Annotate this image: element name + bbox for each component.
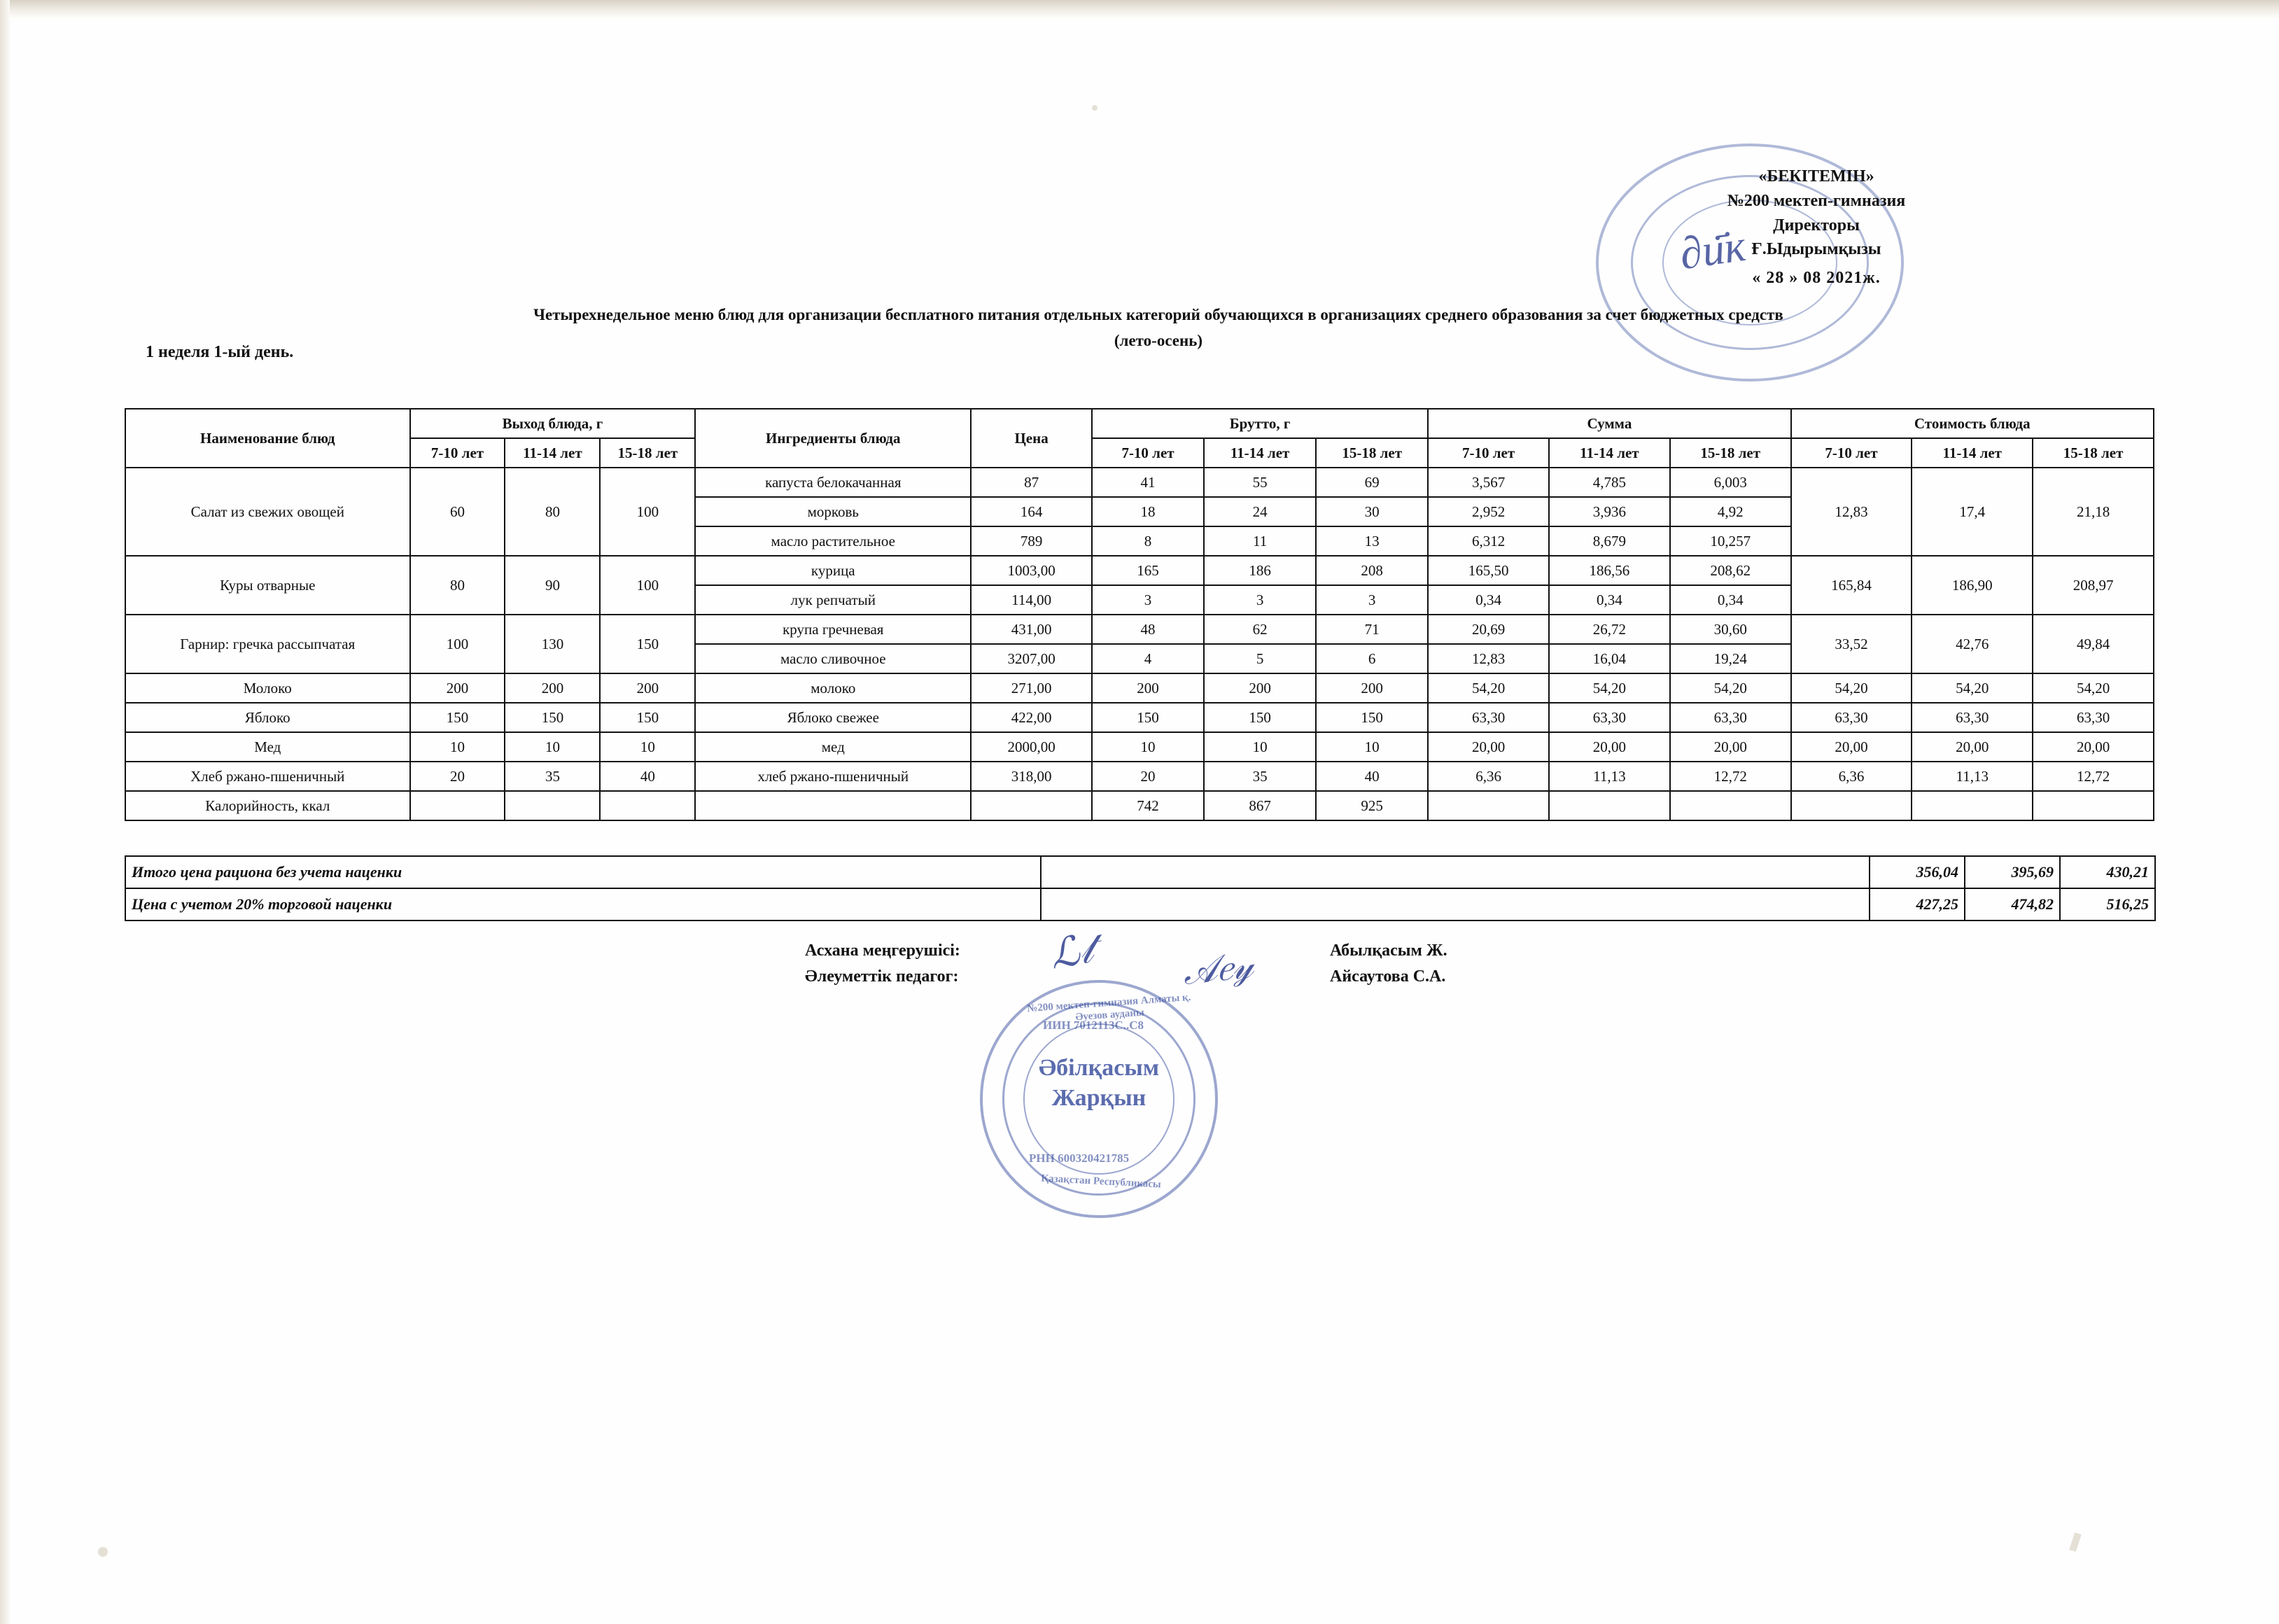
brutto-2: 186 <box>1204 556 1316 585</box>
signature-block <box>805 938 1447 990</box>
dish-yield-3: 150 <box>600 615 695 673</box>
dish-yield-2: 80 <box>505 468 600 556</box>
dish-name: Салат из свежих овощей <box>125 468 410 556</box>
scan-blot <box>1092 105 1098 111</box>
signature-role-pedagogue: Әлеуметтік педагог: <box>805 967 959 986</box>
dish-name: Куры отварные <box>125 556 410 615</box>
sum-2: 16,04 <box>1549 644 1670 673</box>
sum-2: 3,936 <box>1549 497 1670 526</box>
dish-yield-3: 150 <box>600 703 695 732</box>
col-header-ingredients: Ингредиенты блюда <box>695 409 971 468</box>
brutto-2: 5 <box>1204 644 1316 673</box>
sum-3: 10,257 <box>1670 526 1791 556</box>
age-header-yield-1: 7-10 лет <box>410 438 505 468</box>
sum-3: 20,00 <box>1670 732 1791 762</box>
brutto-1: 150 <box>1092 703 1204 732</box>
cost-2: 20,00 <box>1912 732 2033 762</box>
cost-1: 165,84 <box>1791 556 1912 615</box>
cost-1: 33,52 <box>1791 615 1912 673</box>
table-header-row-1 <box>125 409 2154 438</box>
dish-yield-2: 130 <box>505 615 600 673</box>
dish-yield-3: 100 <box>600 468 695 556</box>
sum-2: 54,20 <box>1549 673 1670 703</box>
dish-yield-1: 80 <box>410 556 505 615</box>
ingredient-price: 789 <box>971 526 1092 556</box>
sum-2: 4,785 <box>1549 468 1670 497</box>
ingredient-price: 87 <box>971 468 1092 497</box>
table-row <box>125 615 2154 644</box>
calories-empty-ing <box>695 791 971 820</box>
totals-table-body <box>125 856 2155 920</box>
stamp-iin-text: ИИН 7012113С..С8 <box>1043 1018 1144 1032</box>
dish-yield-3: 40 <box>600 762 695 791</box>
cost-3: 12,72 <box>2033 762 2154 791</box>
col-header-brutto: Брутто, г <box>1092 409 1428 438</box>
sum-3: 208,62 <box>1670 556 1791 585</box>
menu-table-head <box>125 409 2154 468</box>
scan-edge-top <box>0 0 2279 18</box>
brutto-3: 13 <box>1316 526 1428 556</box>
signature-name-pedagogue: Айсаутова С.А. <box>1330 967 1446 986</box>
brutto-1: 41 <box>1092 468 1204 497</box>
calories-empty-tail-2 <box>1549 791 1670 820</box>
dish-yield-1: 20 <box>410 762 505 791</box>
brutto-3: 150 <box>1316 703 1428 732</box>
brutto-2: 10 <box>1204 732 1316 762</box>
age-header-brutto-3: 15-18 лет <box>1316 438 1428 468</box>
ingredient-price: 271,00 <box>971 673 1092 703</box>
brutto-2: 200 <box>1204 673 1316 703</box>
calories-empty-tail-4 <box>1791 791 1912 820</box>
ingredient-price: 318,00 <box>971 762 1092 791</box>
totals-spacer-1 <box>1041 856 1870 888</box>
scan-blot <box>2069 1532 2082 1552</box>
totals-value-2-3: 516,25 <box>2060 888 2155 920</box>
cost-3: 54,20 <box>2033 673 2154 703</box>
brutto-2: 11 <box>1204 526 1316 556</box>
brutto-1: 3 <box>1092 585 1204 615</box>
dish-yield-2: 90 <box>505 556 600 615</box>
age-header-brutto-1: 7-10 лет <box>1092 438 1204 468</box>
sum-2: 8,679 <box>1549 526 1670 556</box>
calories-empty-y3 <box>600 791 695 820</box>
calories-value-1: 742 <box>1092 791 1204 820</box>
table-row <box>125 468 2154 497</box>
stamp-name-line-2: Жарқын <box>1051 1084 1146 1111</box>
cost-2: 17,4 <box>1912 468 2033 556</box>
cook-signature: ℒ𝓉 <box>1046 925 1097 978</box>
sum-3: 63,30 <box>1670 703 1791 732</box>
dish-name: Хлеб ржано-пшеничный <box>125 762 410 791</box>
sum-1: 63,30 <box>1428 703 1549 732</box>
age-header-cost-1: 7-10 лет <box>1791 438 1912 468</box>
totals-spacer-2 <box>1041 888 1870 920</box>
sum-3: 54,20 <box>1670 673 1791 703</box>
dish-name: Яблоко <box>125 703 410 732</box>
ingredient-name: крупа гречневая <box>695 615 971 644</box>
ingredient-name: лук репчатый <box>695 585 971 615</box>
age-header-cost-3: 15-18 лет <box>2033 438 2154 468</box>
approval-line-3: Директоры <box>1773 216 1860 234</box>
ingredient-name: мед <box>695 732 971 762</box>
cost-3: 208,97 <box>2033 556 2154 615</box>
menu-table <box>125 408 2154 821</box>
brutto-1: 48 <box>1092 615 1204 644</box>
sum-1: 12,83 <box>1428 644 1549 673</box>
calories-empty-tail-6 <box>2033 791 2154 820</box>
totals-row <box>125 888 2155 920</box>
calories-empty-tail-3 <box>1670 791 1791 820</box>
brutto-3: 6 <box>1316 644 1428 673</box>
table-row <box>125 762 2154 791</box>
stamp-arc-bottom-text: Қазақстан Республикасы <box>1040 1172 1162 1191</box>
calories-empty-y2 <box>505 791 600 820</box>
cost-3: 21,18 <box>2033 468 2154 556</box>
sum-2: 20,00 <box>1549 732 1670 762</box>
document-title-line-2: (лето-осень) <box>1114 331 1203 349</box>
totals-row <box>125 856 2155 888</box>
brutto-1: 8 <box>1092 526 1204 556</box>
totals-value-1-1: 356,04 <box>1870 856 1965 888</box>
cost-1: 6,36 <box>1791 762 1912 791</box>
document-title <box>350 302 1967 354</box>
brutto-3: 30 <box>1316 497 1428 526</box>
brutto-3: 10 <box>1316 732 1428 762</box>
director-signature: ∂и҃к <box>1676 220 1748 279</box>
approval-line-1: «БЕКІТЕМІН» <box>1758 167 1874 186</box>
brutto-1: 4 <box>1092 644 1204 673</box>
table-row <box>125 556 2154 585</box>
signature-role-cook: Асхана меңгерушісі: <box>805 941 960 960</box>
sum-1: 54,20 <box>1428 673 1549 703</box>
ingredient-price: 114,00 <box>971 585 1092 615</box>
brutto-2: 150 <box>1204 703 1316 732</box>
dish-yield-2: 150 <box>505 703 600 732</box>
cost-3: 49,84 <box>2033 615 2154 673</box>
menu-table-body <box>125 468 2154 820</box>
cost-3: 20,00 <box>2033 732 2154 762</box>
sum-3: 6,003 <box>1670 468 1791 497</box>
dish-name: Молоко <box>125 673 410 703</box>
table-row <box>125 673 2154 703</box>
cost-1: 63,30 <box>1791 703 1912 732</box>
dish-name: Мед <box>125 732 410 762</box>
dish-name: Гарнир: гречка рассыпчатая <box>125 615 410 673</box>
dish-yield-3: 10 <box>600 732 695 762</box>
age-header-brutto-2: 11-14 лет <box>1204 438 1316 468</box>
totals-value-1-3: 430,21 <box>2060 856 2155 888</box>
calories-empty-y1 <box>410 791 505 820</box>
age-header-sum-1: 7-10 лет <box>1428 438 1549 468</box>
dish-yield-2: 200 <box>505 673 600 703</box>
week-day-label: 1 неделя 1-ый день. <box>146 343 294 361</box>
brutto-2: 24 <box>1204 497 1316 526</box>
sum-1: 6,312 <box>1428 526 1549 556</box>
approval-date: « 28 » 08 2021ж. <box>1752 269 1881 288</box>
scan-edge-left <box>0 0 10 1624</box>
sum-3: 19,24 <box>1670 644 1791 673</box>
sum-2: 0,34 <box>1549 585 1670 615</box>
stamp-arc-top-text: №200 мектеп-гимназия Алматы қ. Әуезов ауданы <box>1026 991 1191 1023</box>
ingredient-name: масло сливочное <box>695 644 971 673</box>
pedagogue-signature: 𝒜𝑒𝓎 <box>1181 945 1256 993</box>
age-header-yield-3: 15-18 лет <box>600 438 695 468</box>
scan-blot <box>98 1547 108 1557</box>
sum-2: 63,30 <box>1549 703 1670 732</box>
totals-value-2-1: 427,25 <box>1870 888 1965 920</box>
cost-3: 63,30 <box>2033 703 2154 732</box>
ingredient-name: молоко <box>695 673 971 703</box>
sum-2: 186,56 <box>1549 556 1670 585</box>
totals-table <box>125 855 2156 921</box>
ingredient-price: 422,00 <box>971 703 1092 732</box>
ingredient-name: Яблоко свежее <box>695 703 971 732</box>
sum-1: 6,36 <box>1428 762 1549 791</box>
sum-1: 3,567 <box>1428 468 1549 497</box>
organization-stamp-name <box>1001 1054 1197 1113</box>
calories-empty-tail-5 <box>1912 791 2033 820</box>
approval-director-name: Ғ.Ыдырымқызы <box>1751 240 1881 259</box>
col-header-price: Цена <box>971 409 1092 468</box>
ingredient-price: 3207,00 <box>971 644 1092 673</box>
brutto-2: 55 <box>1204 468 1316 497</box>
sum-1: 20,69 <box>1428 615 1549 644</box>
table-row <box>125 703 2154 732</box>
col-header-yield: Выход блюда, г <box>410 409 696 438</box>
calories-empty-price <box>971 791 1092 820</box>
age-header-sum-3: 15-18 лет <box>1670 438 1791 468</box>
sum-3: 0,34 <box>1670 585 1791 615</box>
document-title-line-1: Четырехнедельное меню блюд для организации бесплатного питания отдельных категорий обучающихся в организациях среднего образования за счет бюджетных средств <box>533 306 1783 323</box>
ingredient-price: 431,00 <box>971 615 1092 644</box>
dish-yield-1: 100 <box>410 615 505 673</box>
brutto-3: 208 <box>1316 556 1428 585</box>
dish-yield-2: 35 <box>505 762 600 791</box>
brutto-3: 71 <box>1316 615 1428 644</box>
cost-2: 11,13 <box>1912 762 2033 791</box>
age-header-sum-2: 11-14 лет <box>1549 438 1670 468</box>
sum-1: 2,952 <box>1428 497 1549 526</box>
dish-yield-2: 10 <box>505 732 600 762</box>
brutto-3: 3 <box>1316 585 1428 615</box>
stamp-rnn-text: РНН 600320421785 <box>1029 1152 1130 1165</box>
ingredient-name: курица <box>695 556 971 585</box>
brutto-2: 3 <box>1204 585 1316 615</box>
cost-2: 63,30 <box>1912 703 2033 732</box>
sum-3: 30,60 <box>1670 615 1791 644</box>
totals-label-1: Итого цена рациона без учета наценки <box>125 856 1041 888</box>
age-header-cost-2: 11-14 лет <box>1912 438 2033 468</box>
approval-line-2: №200 мектеп-гимназия <box>1727 191 1906 210</box>
brutto-1: 20 <box>1092 762 1204 791</box>
age-header-yield-2: 11-14 лет <box>505 438 600 468</box>
col-header-sum: Сумма <box>1428 409 1790 438</box>
brutto-2: 35 <box>1204 762 1316 791</box>
brutto-1: 200 <box>1092 673 1204 703</box>
brutto-3: 200 <box>1316 673 1428 703</box>
signature-row <box>805 938 1447 964</box>
dish-yield-3: 100 <box>600 556 695 615</box>
totals-label-2: Цена с учетом 20% торговой наценки <box>125 888 1041 920</box>
calories-empty-tail-1 <box>1428 791 1549 820</box>
dish-yield-1: 200 <box>410 673 505 703</box>
brutto-3: 69 <box>1316 468 1428 497</box>
ingredient-name: хлеб ржано-пшеничный <box>695 762 971 791</box>
ingredient-name: масло растительное <box>695 526 971 556</box>
cost-2: 186,90 <box>1912 556 2033 615</box>
calories-value-3: 925 <box>1316 791 1428 820</box>
table-header-row-2 <box>125 438 2154 468</box>
cost-2: 54,20 <box>1912 673 2033 703</box>
sum-1: 20,00 <box>1428 732 1549 762</box>
brutto-1: 18 <box>1092 497 1204 526</box>
sum-1: 165,50 <box>1428 556 1549 585</box>
cost-1: 54,20 <box>1791 673 1912 703</box>
totals-value-2-2: 474,82 <box>1965 888 2060 920</box>
sum-1: 0,34 <box>1428 585 1549 615</box>
cost-1: 20,00 <box>1791 732 1912 762</box>
sum-2: 11,13 <box>1549 762 1670 791</box>
dish-yield-1: 150 <box>410 703 505 732</box>
ingredient-price: 1003,00 <box>971 556 1092 585</box>
table-row <box>125 732 2154 762</box>
sum-2: 26,72 <box>1549 615 1670 644</box>
totals-value-1-2: 395,69 <box>1965 856 2060 888</box>
col-header-name: Наименование блюд <box>125 409 410 468</box>
sum-3: 12,72 <box>1670 762 1791 791</box>
sum-3: 4,92 <box>1670 497 1791 526</box>
dish-yield-3: 200 <box>600 673 695 703</box>
signature-name-cook: Абылқасым Ж. <box>1330 941 1447 960</box>
ingredient-name: морковь <box>695 497 971 526</box>
ingredient-name: капуста белокачанная <box>695 468 971 497</box>
dish-yield-1: 10 <box>410 732 505 762</box>
stamp-name-line-1: Әбілқасым <box>1038 1055 1160 1081</box>
calories-row <box>125 791 2154 820</box>
ingredient-price: 2000,00 <box>971 732 1092 762</box>
dish-yield-1: 60 <box>410 468 505 556</box>
calories-value-2: 867 <box>1204 791 1316 820</box>
brutto-1: 10 <box>1092 732 1204 762</box>
calories-label: Калорийность, ккал <box>125 791 410 820</box>
brutto-3: 40 <box>1316 762 1428 791</box>
cost-2: 42,76 <box>1912 615 2033 673</box>
brutto-1: 165 <box>1092 556 1204 585</box>
brutto-2: 62 <box>1204 615 1316 644</box>
col-header-cost: Стоимость блюда <box>1791 409 2154 438</box>
cost-1: 12,83 <box>1791 468 1912 556</box>
ingredient-price: 164 <box>971 497 1092 526</box>
